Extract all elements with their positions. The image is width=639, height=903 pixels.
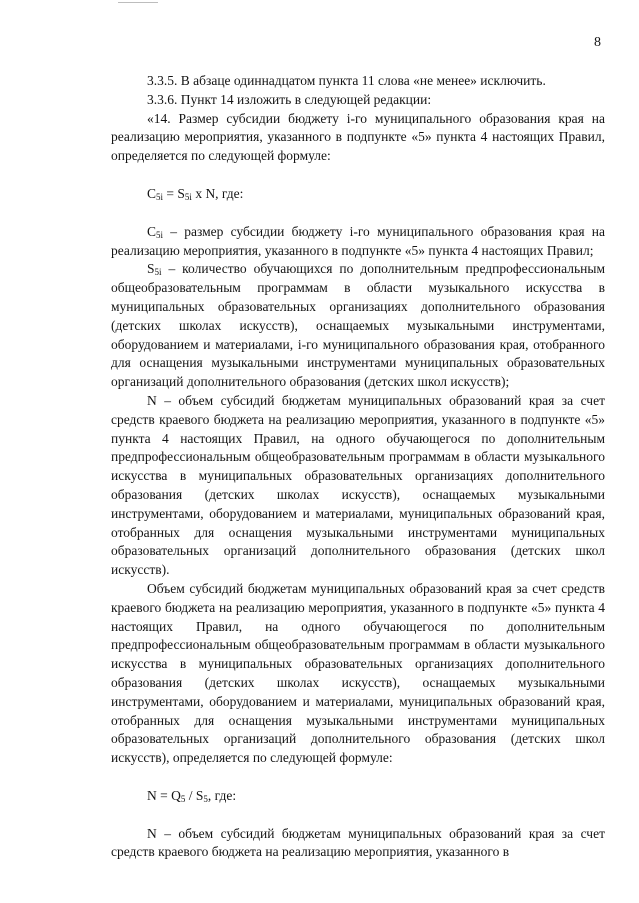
formula-c5i: $C_{5i} = S_{5i}$ x N, где: [147,185,244,202]
definition-s5i: $S_{5i}$ – количество обучающихся по дополнительным предпрофессиональным общеобразовательным программам в области музыкального искусства в муниципальных образовательных организациях дополнительного образования (детских школах искусств), оснащаемых музыкальными инструментами, оборудованием и материалами, i-го муниципального образования края, отобранного для оснащения музыкальными инструментами муниципальных образовательных организаций дополнительного образования (детских школ искусств); [111,261,605,390]
page-number: 8 [594,35,601,50]
paragraph-point-14: «14. Размер субсидии бюджету i-го муниципального образования края на реализацию мероприятия, указанного в подпункте «5» пункта 4 настоящих Правил, определяется по следующей формуле: [111,110,605,164]
document-body [111,72,605,862]
paragraph-3-3-6: 3.3.6. Пункт 14 изложить в следующей редакции: [147,91,432,107]
definition-n-second: N – объем субсидий бюджетам муниципальных образований края за счет средств краевого бюджета на реализацию мероприятия, указанного в [111,825,605,860]
definition-n: N – объем субсидий бюджетам муниципальных образований края за счет средств краевого бюджета на реализацию мероприятия, указанного в подпункте «5» пункта 4 настоящих Правил, на одного обучающегося по дополнительным предпрофессиональным общеобразовательным программам в области музыкального искусства в муниципальных образовательных организациях дополнительного образования (детских школах искусств), оснащаемых музыкальными инструментами, оборудованием и материалами, муниципальных образований края, отобранных для оснащения музыкальными инструментами муниципальных образовательных организаций дополнительного образования (детских школ искусств). [111,392,605,578]
paragraph-volume-subsidies: Объем субсидий бюджетам муниципальных образований края за счет средств краевого бюджета на реализацию мероприятия, указанного в подпункте «5» пункта 4 настоящих Правил, на одного обучающегося по дополнительным предпрофессиональным общеобразовательным программам в области музыкального искусства в муниципальных образовательных организациях дополнительного образования (детских школах искусств), оснащаемых музыкальными инструментами, оборудованием и материалами, муниципальных образований края, отобранных для оснащения музыкальными инструментами муниципальных образовательных организаций дополнительного образования (детских школ искусств), определяется по следующей формуле: [111,580,605,766]
scan-mark [118,2,158,3]
formula-n: $N = Q_5 / S_5$, где: [147,787,237,804]
paragraph-3-3-5: 3.3.5. В абзаце одиннадцатом пункта 11 слова «не менее» исключить. [147,73,546,88]
definition-c5i: $C_{5i}$ – размер субсидии бюджету i-го муниципального образования края на реализацию мероприятия, указанного в подпункте «5» пункта 4 настоящих Правил; [111,223,605,258]
